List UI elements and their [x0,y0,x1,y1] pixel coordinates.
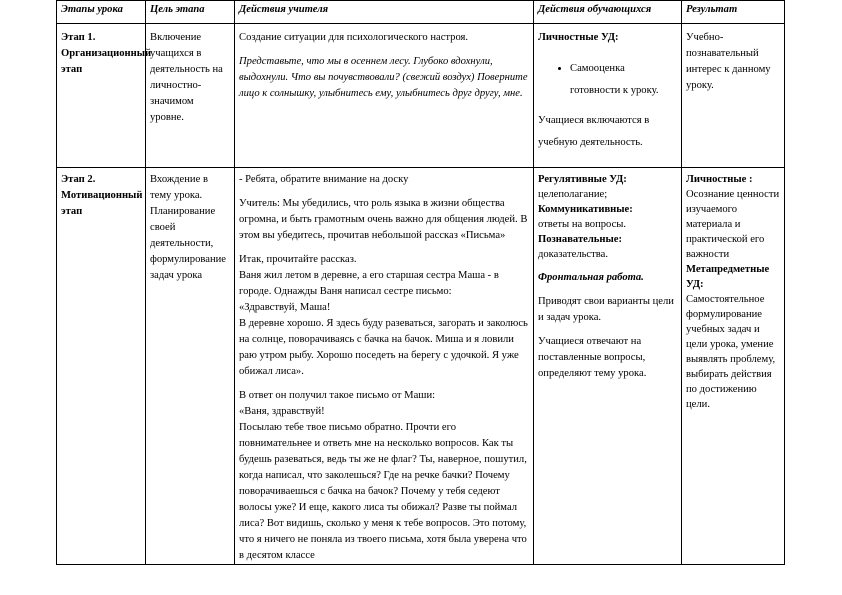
header-result: Результат [682,1,785,24]
teacher-text: Представьте, что мы в осеннем лесу. Глубоко вдохнули, выдохнули. Что вы почувствовали? (свежий воздух) Поверните лицо к солнышку, улыбнитесь ему, улыбнитесь друг другу, мне. [239,56,528,99]
students-text: ответы на вопросы. [538,219,627,230]
teacher-text: «Ваня, здравствуй! [239,406,325,417]
result-text: Осознание ценности изучаемого материала и практической его важности [686,189,780,260]
teacher-cell [235,168,534,565]
students-cell [534,24,682,168]
header-row [57,1,785,24]
header-student-actions: Действия обучающихся [534,1,682,24]
students-cell [534,168,682,565]
students-heading: Регулятивные УД: [538,174,627,185]
teacher-text: В ответ он получил такое письмо от Маши: [239,390,436,401]
students-heading: Фронтальная работа. [538,272,644,283]
teacher-text: Итак, прочитайте рассказ. [239,254,357,265]
result-heading: Личностные : [686,174,753,185]
result-cell: Учебно-познавательный интерес к данному уроку. [682,24,785,168]
header-goal: Цель этапа [146,1,235,24]
teacher-cell [235,24,534,168]
students-heading: Познавательные: [538,234,622,245]
header-stage: Этапы урока [57,1,146,24]
teacher-text: «Здравствуй, Маша! [239,302,331,313]
students-list [538,58,677,102]
stage-cell: Этап 1. Организационный этап [57,24,146,168]
students-text: доказательства. [538,249,608,260]
teacher-text: В деревне хорошо. Я здесь буду разеваться, загорать и заколюсь на солнце, поворачиваясь с бачка на бачок. Миша и я ловили раю утром рыбу. Хорошо поседеть на берегу с удочкой. Я уже обижал лиса». [239,318,528,377]
header-teacher-actions: Действия учителя [235,1,534,24]
list-item: • Самооценка готовности к уроку. [570,58,677,102]
result-text: Самостоятельное формулирование учебных задач и цели урока, умение выявлять проблему, выбирать действия по достижению цели. [686,294,776,410]
lesson-plan-table [56,0,785,565]
result-heading: Метапредметные УД: [686,264,770,290]
stage-cell: Этап 2. Мотивационный этап [57,168,146,565]
teacher-text: Ваня жил летом в деревне, а его старшая сестра Маша - в городе. Однажды Ваня написал сестре письмо: [239,270,499,297]
goal-cell: Вхождение в тему урока. Планирование своей деятельности, формулирование задач урока [146,168,235,565]
table-row [57,24,785,168]
teacher-text: Посылаю тебе твое письмо обратно. Прочти его повнимательнее и ответь мне на несколько вопросов. Как ты будешь разеваться, ведь ты же не флаг? Ты, наверное, пошутил, когда написал, что заколешься? Где на речке бачки? Почему поворачиваешься с бачка на бачок? Почему у тебя седеют волосы уже? И еще, какого лиса ты обижал? Разве ты поймал лиса? Вот видишь, сколько у меня к тебе вопросов. Это потому, что я ничего не поняла из твоего письма, хотя была уверена что в десятом классе [239,422,527,561]
students-text: Учащиеся отвечают на поставленные вопросы, определяют тему урока. [538,336,647,379]
students-text: целеполагание; [538,189,608,200]
teacher-text: - Ребята, обратите внимание на доску [239,174,409,185]
result-cell [682,168,785,565]
students-text: Учащиеся включаются в учебную деятельность. [538,115,650,148]
students-text: Приводят свои варианты цели и задач урока. [538,296,674,323]
students-heading: Личностные УД: [538,32,619,43]
table-row [57,168,785,565]
students-heading: Коммуникативные: [538,204,633,215]
teacher-text: Создание ситуации для психологического настроя. [239,32,469,43]
teacher-text: Учитель: Мы убедились, что роль языка в жизни общества огромна, и быть грамотным очень важно для общения людей. В этом вы убедитесь, прочитав небольшой рассказ «Письма» [239,198,528,241]
goal-cell: Включение учащихся в деятельность на личностно-значимом уровне. [146,24,235,168]
